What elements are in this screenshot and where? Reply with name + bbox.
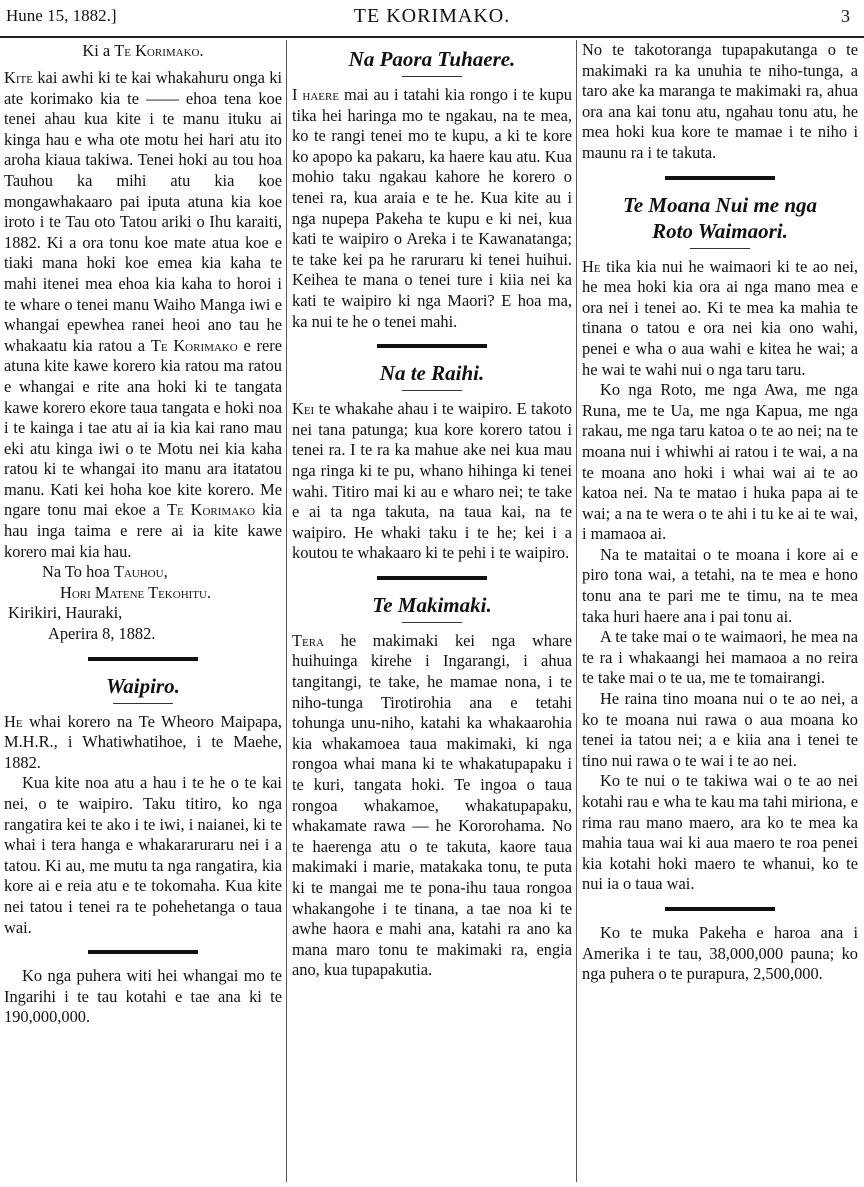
moana-paragraph-3: Na te mataitai o te moana i kore ai e piro tona wai, a tetahi, na te mea e hono tonu ana te pari me te timu, na te mea taka huri haere ana i pai tonu ai. xyxy=(582,544,858,626)
page-number: 3 xyxy=(841,6,850,26)
makimaki-continuation: No te takotoranga tupapakutanga o te makimaki ra ka unuhia te niho-tunga, a taro ake ka maranga te makimaki ra, ahua ora ana kai tonu atu, ngahau tonu atu, he mea hoki kua kore te mamae i te niho i maunu ra i te takuta. xyxy=(582,40,858,162)
paora-heading: Na Paora Tuhaere. xyxy=(348,47,516,71)
waipiro-lead-word: He xyxy=(4,711,23,731)
moana-heading-line-1: Te Moana Nui me nga xyxy=(622,192,818,217)
letter-date: Aperira 8, 1882. xyxy=(48,624,156,644)
heading-underline xyxy=(402,76,462,77)
moana-heading-line-2: Roto Waimaori. xyxy=(652,218,788,243)
letter-korimako-2: Te Korimako xyxy=(166,500,256,520)
issue-date: Hune 15, 1882.] xyxy=(6,6,117,25)
moana-lead-word: He xyxy=(582,256,601,276)
moana-paragraph-4: A te take mai o te waimaori, he mea na te ra i whakaangi hei mamaoa a no reira te take mai o te ua, me te tomairangi. xyxy=(582,627,858,688)
column-1 xyxy=(4,40,282,1182)
moana-paragraph-1 xyxy=(582,257,858,381)
section-divider xyxy=(665,176,775,180)
moana-paragraph-5: He raina tino moana nui o te ao nei, a ko te moana nui rawa o aua moana ko tenei ia tatou nei; a e kiia ana i tenei te tino nui rawa o te wai i te ao nei. xyxy=(582,689,858,770)
waipiro-intro-text: whai korero na Te Wheoro Maipapa, M.H.R., i Whatiwhatihoe, i te Maehe, 1882. xyxy=(4,711,282,772)
newspaper-title: TE KORIMAKO. xyxy=(353,5,511,27)
column-divider xyxy=(286,40,287,1182)
waipiro-paragraph: Kua kite noa atu a hau i te he o te kai nei, o te waipiro. Taku titiro, ko nga rangatira kei te ako i te iwi, i naianei, ki te whai i tera hanga e whakararuraru nei i a tatou. Ki au, me mutu ta nga rangatira, kia kore ai e reia atu e te tokomaha. Kua kite nei tatou i tenei ra te pohehetanga o taua wai. xyxy=(4,773,282,937)
letter-place: Kirikiri, Hauraki, xyxy=(8,603,123,623)
signoff-name: Tauhou, xyxy=(113,562,168,582)
raihi-heading: Na te Raihi. xyxy=(379,361,485,386)
moana-heading xyxy=(582,192,858,244)
heading-underline xyxy=(402,390,462,391)
letter-text-2: e rere atuna kite kawe korero kia ratou ma ratou e whangai e rite ana hoki ki te tangata kawe korero ekore taua tangata e hoki noa i te kainga i tae atu ai ia kia kai rano mau eki atu kinga iwi o te Motu nei kia kaha ratou ki te whangai ito manu ara itatatou manu. Kati kei hoha koe kite korero. Me ngare tonu mai ekoe a xyxy=(4,335,282,520)
waipiro-intro xyxy=(4,712,282,774)
sugar-paragraph: Ko te muka Pakeha e haroa ana i Amerika i te tau, 38,000,000 pauna; ko nga puhera o te purapura, 2,500,000. xyxy=(582,922,858,984)
heading-underline xyxy=(690,248,750,249)
signoff-prefix: Na To hoa xyxy=(42,562,114,582)
letter-signature: Hori Matene Tekohitu. xyxy=(60,582,212,602)
column-divider xyxy=(576,40,577,1182)
paora-body xyxy=(292,85,572,332)
raihi-lead-word: Kei xyxy=(292,399,315,419)
moana-text-1: tika kia nui he waimaori ki te ao nei, he mea hoki kia ora ai nga mano mea e ora nei i tenei ao. Ki te mea ka mahia te tinana o tatou e ora nei kia ono wahi, penei e wha o aua wahi e kitea he wai; a he wai te wahi nui o nga taru taru. xyxy=(582,256,858,379)
letter-text-1: kai awhi ki te kai whakahuru onga ki ate korimako kia te —— ehoa tena koe tenei ahau kua kite i te manu ituku ai kinga hau e wha ote motu hei hari atu ito aroha kiaua takiwa. Tenei hoki au tou hoa Tauhou ka mihi atu kia koe mongawhakaaro pai iputa atuna kia koe iroto i te Tau oto Tatou ariki o Ihu karaiti, 1882. Ki a ora tonu koe mate atua koe e tiaki mana hoki koe emea kia kaha te mahi itenei mea ehoa kia kaha to horoi i te whare o tenei manu Waiho Manga iwi e whangai epewhea ranei heoi ano tau he whakaatu kia ratou a xyxy=(4,68,282,355)
heading-underline xyxy=(113,703,173,704)
wheat-paragraph: Ko nga puhera witi hei whangai mo te Ingarihi i te tau kotahi e tae ana ki te 190,000,000. xyxy=(4,966,282,1027)
waipiro-heading: Waipiro. xyxy=(106,673,180,698)
section-divider xyxy=(88,657,198,661)
column-3 xyxy=(582,40,858,1182)
paora-lead-word: I haere xyxy=(292,85,340,104)
makimaki-lead-word: Tera xyxy=(292,630,325,650)
letter-heading-prefix: Ki a xyxy=(82,41,115,60)
letter-heading-name: Te Korimako. xyxy=(114,41,204,60)
heading-underline xyxy=(402,622,462,623)
letter-body xyxy=(4,68,282,562)
letter-signoff xyxy=(4,562,282,583)
section-divider xyxy=(377,576,487,580)
raihi-body xyxy=(292,399,572,564)
moana-paragraph-6: Ko te nui o te takiwa wai o te ao nei kotahi rau e wha te kau ma tahi miriona, e rima rau mano maero, ara ko te mea ka mahia taua wai ki aua maero te roa penei kia kotahi hoki maero te whanui, ko te nui ia o taua wai. xyxy=(582,771,858,894)
makimaki-text: he makimaki kei nga whare huihuinga kirehe i Ingarangi, i ahua tangitangi, te take, he mamae nona, i te niho-tunga Tirotirohia ana e tetahi tohunga unu-niho, katahi ka whakaarohia kia whakamoea taua makimaki, ki nga rongoa whai mana ki te whakatupapaku i te kuri, tangata hoki. Te ingoa o taua rongoa whakamoe, whakatupapaku, whakamate rawa — he Kororohama. No te haerenga atu o te takuta, kaore taua makimaki i marie, matakaka tonu, te puta ki te mangai me te pona-ihu taua rongoa whakangohe i te tinana, a tae noa ki te awhe haora e mahi ana, katahi ra ano ka mana maro tonu te makimaki ra, engia ano, kua tupapakutia. xyxy=(292,630,572,980)
raihi-text: te whakahe ahau i te waipiro. E takoto nei tana patunga; kua kore korero tatou i tenei ra. I te ra ka mahue ake nei kua mau nga ringa ki te pu, whano hihinga ki tenei wahi. Titiro mai ki au e wharo nei; te take e ai ta nga takuta, na taua kai, na te waipiro. He whaki taku i te he; kei i a koutou te whakaaro ki te pehi i te waipiro. xyxy=(292,399,572,563)
letter-korimako-1: Te Korimako xyxy=(150,335,238,355)
section-divider xyxy=(88,950,198,954)
paora-text: mai au i tatahi kia rongo i te kupu tika hei haringa mo te ngakau, na te mea, ko te rangi tenei mo te kupu, a ki te kore ko apopo ka pakaru, ka haere kau atu. Kua mohio taku ngakau kahore he korero o tenei ra, kua araia e te he. Kua kite au i nga nupepa Pakeha te kupu e ki nei, kua kati te waipiro o Areka i te Kawanatanga; te take kei pa he raruraru ki tenei huihui. Keihea te mana o tenei ture i kiia nei ka kati te waipiro ki nga Maori? E hoa ma, ka nui te he o tenei mahi. xyxy=(292,85,572,331)
page-header xyxy=(0,0,864,38)
makimaki-heading: Te Makimaki. xyxy=(372,592,492,617)
section-divider xyxy=(377,344,487,348)
moana-paragraph-2: Ko nga Roto, me nga Awa, me nga Runa, me te Ua, me nga Kapua, me nga rakau, me nga taru katoa o te ao nei; na te moana nui i whiwhi ai ratou i te wai, a na te moana ano hoki i whai wai ai te ao katoa nei. Na te matao i huka papa ai te wai; a na te wera o te ahi i tu ke ai te wai, i mamaoa ai. xyxy=(582,380,858,544)
column-2 xyxy=(292,40,572,1182)
letter-lead-word: Kite xyxy=(4,68,33,87)
section-divider xyxy=(665,907,775,911)
letter-text-3: kia hau inga taima e rere ai ia kite kawe korero mai kia hau. xyxy=(4,500,282,561)
makimaki-body xyxy=(292,631,572,981)
letter-heading xyxy=(4,40,282,62)
